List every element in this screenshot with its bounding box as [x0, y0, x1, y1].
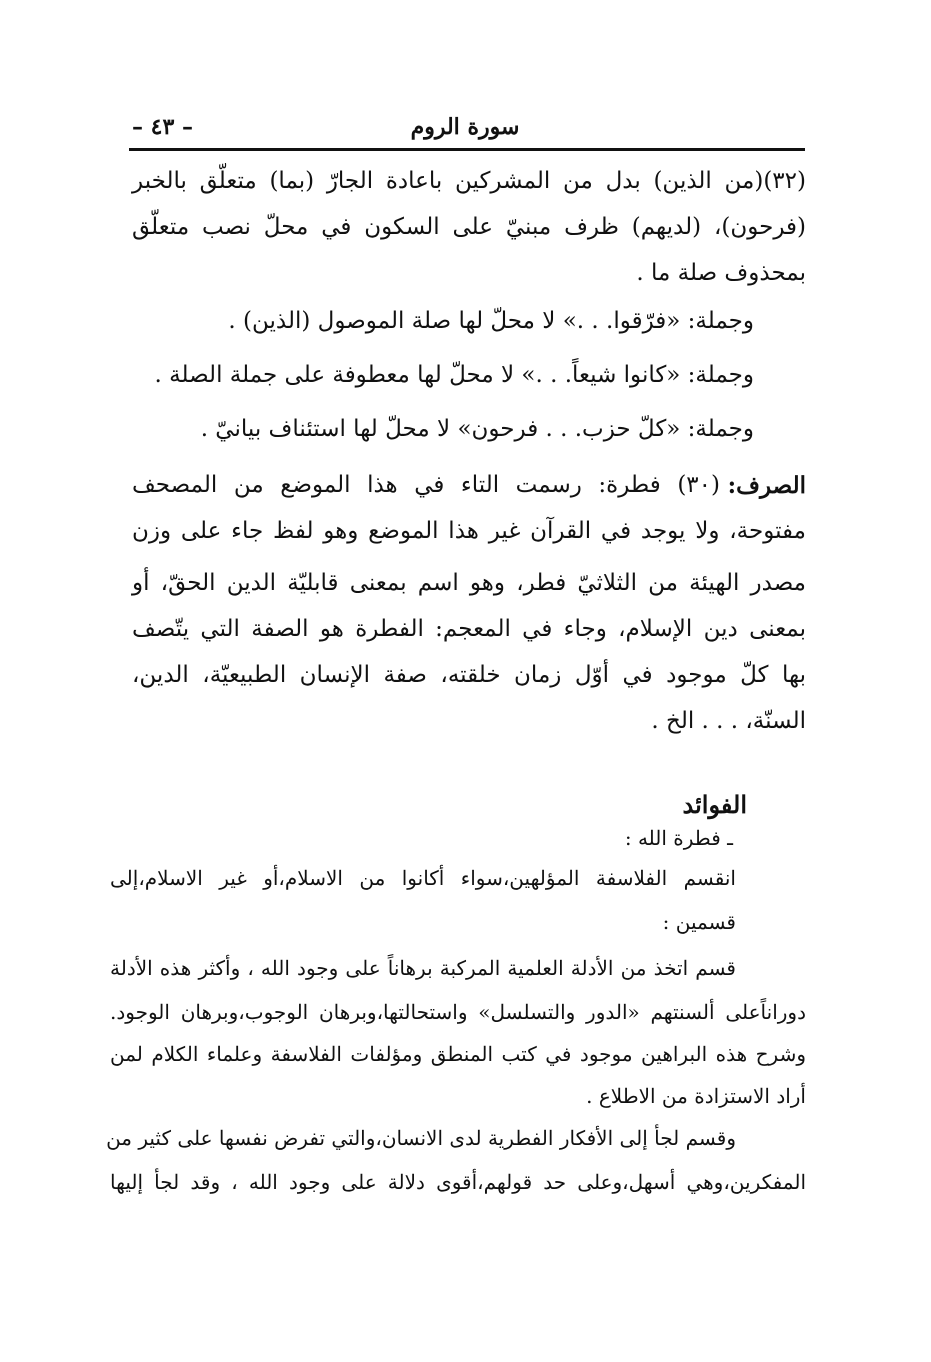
sarf-label: الصرف: [727, 472, 806, 499]
sentence-item: وجملة: «فرّقوا. . .» لا محلّ لها صلة الموصول (الذين) . [228, 308, 754, 334]
sarf-line: مفتوحة، ولا يوجد في القرآن غير هذا الموضع وهو لفظ جاء على وزن [132, 518, 806, 544]
fawaid-section-end [106, 1126, 806, 1216]
sarf-line: بها كلّ موجود في أوّل زمان خلقته، صفة الإنسان الطبيعيّة، الدين، [132, 662, 806, 688]
fawaid-line: وقسم لجأ إلى الأفكار الفطرية لدى الانسان،والتي تفرض نفسها على كثير من [106, 1126, 736, 1150]
fawaid-line: وشرح هذه البراهين موجود في كتب المنطق ومؤلفات الفلاسفة وعلماء الكلام لمن [110, 1042, 806, 1066]
sarf-line: (٣٠) فطرة: رسمت التاء في هذا الموضع من المصحف [132, 472, 720, 498]
fawaid-line: دوراناًعلى ألسنتهم «الدور والتسلسل» واستحالتها،وبرهان الوجوب،وبرهان الوجود. [110, 1000, 806, 1024]
running-header-title: سورة الروم [410, 114, 520, 140]
irab-section [132, 168, 806, 298]
fawaid-line: انقسم الفلاسفة المؤلهين،سواء أكانوا من الاسلام،أو غير الاسلام،إلى [110, 866, 736, 890]
sarf-line: بمعنى دين الإسلام، وجاء في المعجم: الفطرة هو الصفة التي يتّصف [132, 616, 806, 642]
fawaid-line: أراد الاستزادة من الاطلاع . [586, 1084, 806, 1108]
sentence-list [150, 308, 754, 448]
sarf-line: مصدر الهيئة من الثلاثيّ فطر، وهو اسم بمعنى قابليّة الدين الحقّ، أو [132, 570, 806, 596]
sarf-section [132, 472, 806, 742]
fawaid-line: قسم اتخذ من الأدلة العلمية المركبة برهاناً على وجود الله ، وأكثر هذه الأدلة [110, 956, 736, 980]
section-heading: الفوائد [682, 790, 747, 819]
sentence-item: وجملة: «كلّ حزب. . . فرحون» لا محلّ لها استئناف بيانيّ . [200, 416, 754, 442]
header-divider [129, 148, 805, 151]
page-number: – ٤٣ – [132, 114, 193, 140]
sarf-line: السنّة، . . . الخ . [651, 708, 806, 734]
fawaid-line: المفكرين،وهي أسهل،وعلى حد قولهم،أقوى دلالة على وجود الله ، وقد لجأ إليها [110, 1170, 806, 1194]
irab-line: (فرحون)، (لديهم) ظرف مبنيّ على السكون في محلّ نصب متعلّق [132, 214, 806, 240]
sentence-item: وجملة: «كانوا شيعاً. . .» لا محلّ لها معطوفة على جملة الصلة . [154, 362, 754, 388]
irab-line: (٣٢)(من الذين) بدل من المشركين باعادة الجارّ (بما) متعلّق بالخبر [132, 168, 806, 194]
irab-line: بمحذوف صلة ما . [636, 260, 806, 286]
fawaid-line: قسمين : [662, 910, 736, 934]
section-subheading: ـ فطرة الله : [624, 826, 733, 850]
